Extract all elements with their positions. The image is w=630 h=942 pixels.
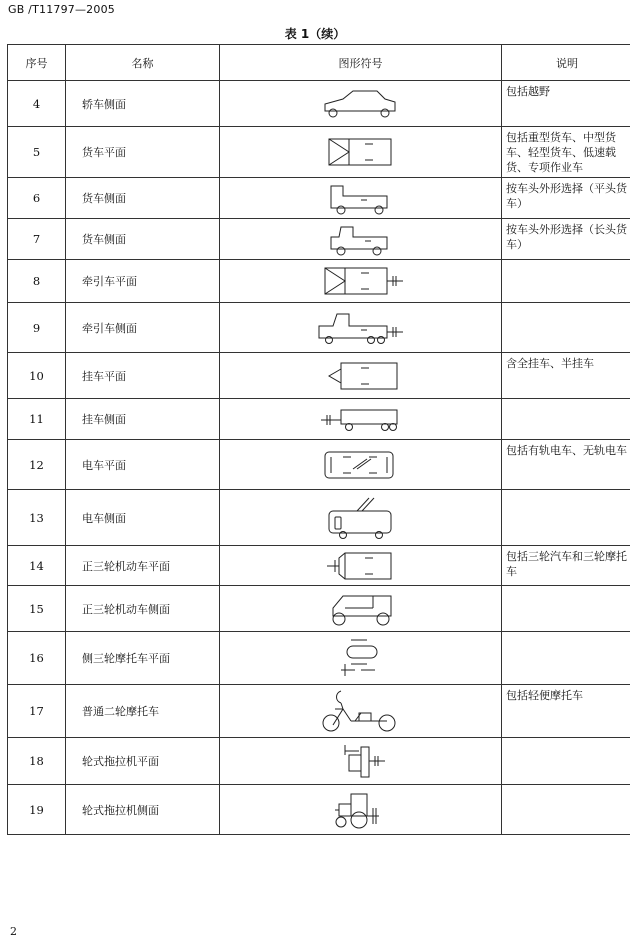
row-no: 7	[8, 219, 66, 260]
row-name: 正三轮机动车侧面	[66, 586, 220, 632]
table-row	[8, 178, 630, 219]
row-note	[502, 738, 630, 785]
row-note	[502, 785, 630, 835]
row-name: 正三轮机动车平面	[66, 546, 220, 586]
flat-head-truck-side-icon	[311, 180, 411, 216]
row-name: 电车平面	[66, 440, 220, 490]
table-row	[8, 219, 630, 260]
symbol-table	[7, 44, 630, 835]
table-row	[8, 546, 630, 586]
row-name: 普通二轮摩托车	[66, 685, 220, 738]
row-name: 挂车侧面	[66, 399, 220, 440]
row-no: 16	[8, 632, 66, 685]
row-no: 17	[8, 685, 66, 738]
table-row	[8, 632, 630, 685]
col-header-note: 说明	[502, 45, 630, 81]
table-row	[8, 490, 630, 546]
tractor-unit-side-icon	[311, 310, 411, 346]
row-name: 轿车侧面	[66, 81, 220, 127]
row-note	[502, 399, 630, 440]
row-note: 按车头外形选择（平头货车）	[502, 178, 630, 219]
wheeled-tractor-plan-icon	[311, 741, 411, 781]
long-head-truck-side-icon	[311, 221, 411, 257]
tram-plan-icon	[311, 447, 411, 483]
row-no: 14	[8, 546, 66, 586]
row-note	[502, 490, 630, 546]
row-note: 包括越野	[502, 81, 630, 127]
truck-plan-icon	[311, 135, 411, 169]
row-no: 12	[8, 440, 66, 490]
row-name: 挂车平面	[66, 353, 220, 399]
row-no: 13	[8, 490, 66, 546]
row-no: 19	[8, 785, 66, 835]
table-row	[8, 586, 630, 632]
row-note	[502, 586, 630, 632]
table-row	[8, 399, 630, 440]
row-name: 牵引车侧面	[66, 303, 220, 353]
table-header-row	[8, 45, 630, 81]
sidecar-motorcycle-plan-icon	[311, 636, 411, 680]
col-header-symbol: 图形符号	[220, 45, 502, 81]
row-note: 包括轻便摩托车	[502, 685, 630, 738]
row-note	[502, 303, 630, 353]
row-note: 含全挂车、半挂车	[502, 353, 630, 399]
wheeled-tractor-side-icon	[311, 788, 411, 832]
page-number: 2	[10, 925, 17, 938]
row-note: 包括有轨电车、无轨电车	[502, 440, 630, 490]
row-name: 货车侧面	[66, 219, 220, 260]
table-row	[8, 785, 630, 835]
tractor-unit-plan-icon	[311, 264, 411, 298]
row-name: 电车侧面	[66, 490, 220, 546]
row-name: 轮式拖拉机平面	[66, 738, 220, 785]
trailer-side-icon	[311, 402, 411, 436]
row-no: 4	[8, 81, 66, 127]
table-row	[8, 353, 630, 399]
col-header-no: 序号	[8, 45, 66, 81]
tricycle-plan-icon	[311, 549, 411, 583]
tram-side-icon	[311, 495, 411, 541]
row-no: 5	[8, 127, 66, 178]
tricycle-side-icon	[311, 590, 411, 628]
table-title: 表 1（续）	[284, 27, 346, 41]
motorcycle-icon	[311, 687, 411, 735]
row-no: 11	[8, 399, 66, 440]
row-note: 按车头外形选择（长头货车）	[502, 219, 630, 260]
row-name: 轮式拖拉机侧面	[66, 785, 220, 835]
row-name: 牵引车平面	[66, 260, 220, 303]
table-row	[8, 440, 630, 490]
row-no: 15	[8, 586, 66, 632]
table-row	[8, 81, 630, 127]
row-no: 6	[8, 178, 66, 219]
row-name: 货车侧面	[66, 178, 220, 219]
table-row	[8, 685, 630, 738]
sedan-side-icon	[311, 87, 411, 121]
table-row	[8, 738, 630, 785]
table-row	[8, 303, 630, 353]
row-note: 包括重型货车、中型货车、轻型货车、低速载货、专项作业车	[502, 127, 630, 178]
row-note	[502, 260, 630, 303]
table-row	[8, 127, 630, 178]
table-row	[8, 260, 630, 303]
row-no: 8	[8, 260, 66, 303]
standard-code: GB /T11797—2005	[8, 3, 115, 16]
col-header-name: 名称	[66, 45, 220, 81]
row-note	[502, 632, 630, 685]
row-note: 包括三轮汽车和三轮摩托车	[502, 546, 630, 586]
trailer-plan-icon	[311, 359, 411, 393]
row-name: 侧三轮摩托车平面	[66, 632, 220, 685]
row-no: 18	[8, 738, 66, 785]
row-no: 9	[8, 303, 66, 353]
row-no: 10	[8, 353, 66, 399]
row-name: 货车平面	[66, 127, 220, 178]
